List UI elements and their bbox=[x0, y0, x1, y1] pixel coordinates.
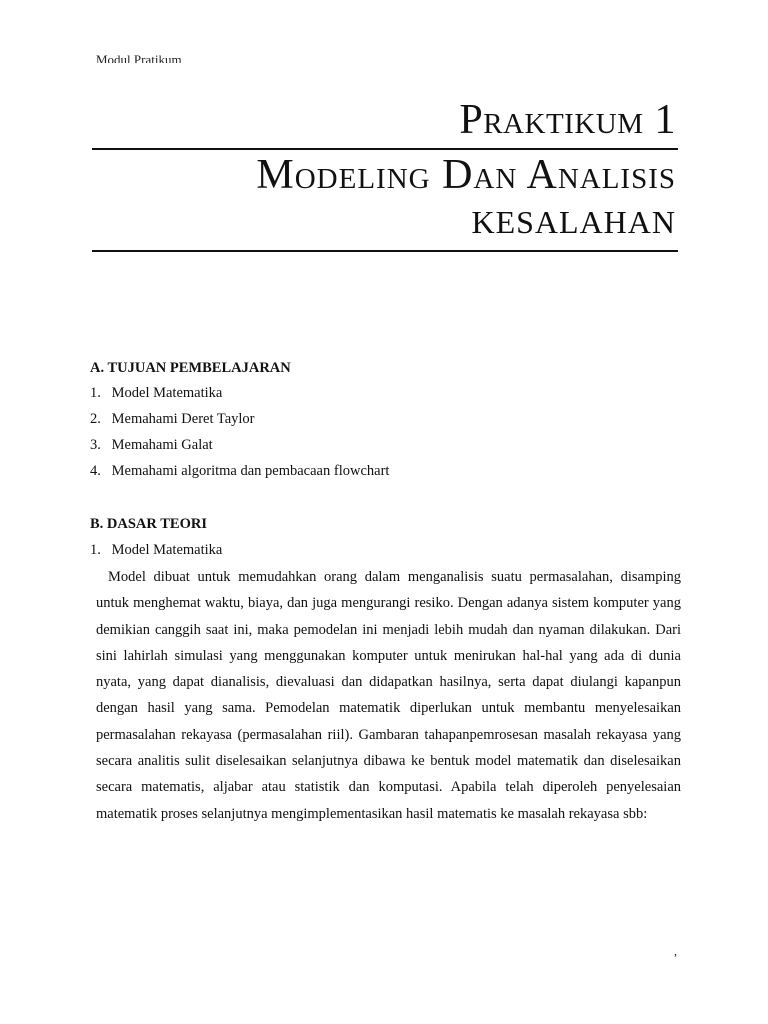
chapter-title-line: Modeling Dan Analisis bbox=[256, 152, 676, 198]
list-item-number: 1. bbox=[90, 542, 101, 558]
list-item bbox=[90, 458, 389, 484]
list-item-number: 2. bbox=[90, 411, 101, 427]
section-heading-dasar-teori: B. DASAR TEORI bbox=[90, 516, 207, 532]
list-item bbox=[90, 537, 222, 563]
learning-objectives-list bbox=[90, 380, 389, 484]
list-item-text: Model Matematika bbox=[111, 542, 223, 558]
title-bottom-rule bbox=[92, 250, 678, 252]
list-item-text: Memahami Deret Taylor bbox=[111, 411, 255, 427]
list-item bbox=[90, 432, 389, 458]
page-mark: , bbox=[674, 944, 677, 958]
theory-topics-list bbox=[90, 537, 222, 563]
theory-paragraph: Model dibuat untuk memudahkan orang dalam menganalisis suatu permasalahan, disamping untuk menghemat waktu, biaya, dan juga mengurangi resiko. Dengan adanya sistem komputer yang demikian canggih saat ini, maka pemodelan ini menjadi lebih mudah dan nyaman dilakukan. Dari sini lahirlah simulasi yang menggunakan komputer untuk menirukan hal-hal yang ada di dunia nyata, yang dapat dianalisis, dievaluasi dan didapatkan hasilnya, serta dapat diulangi kapanpun dengan hasil yang sama. Pemodelan matematik diperlukan untuk membantu menyelesaikan permasalahan rekayasa (permasalahan riil). Gambaran tahapanpemrosesan masalah rekayasa yang secara analitis sulit diselesaikan selanjutnya dibawa ke bentuk model matematik dan diselesaikan secara matematis, aljabar atau statistik dan komputasi. Apabila telah diperoleh penyelesaian matematik proses selanjutnya mengimplementasikan hasil matematis ke masalah rekayasa sbb: bbox=[96, 569, 681, 822]
list-item bbox=[90, 406, 389, 432]
list-item-text: Model Matematika bbox=[111, 385, 223, 401]
section-heading-tujuan: A. TUJUAN PEMBELAJARAN bbox=[90, 360, 291, 376]
list-item-number: 4. bbox=[90, 463, 101, 479]
list-item-text: Memahami algoritma dan pembacaan flowchart bbox=[111, 463, 390, 479]
list-item bbox=[90, 380, 389, 406]
chapter-title-line: KESALAHAN bbox=[471, 204, 676, 240]
running-header: Modul Pratikum bbox=[96, 52, 182, 63]
chapter-title-block bbox=[92, 96, 678, 252]
chapter-number-title: Praktikum 1 bbox=[459, 97, 676, 143]
list-item-number: 1. bbox=[90, 385, 101, 401]
list-item-number: 3. bbox=[90, 437, 101, 453]
list-item-text: Memahami Galat bbox=[111, 437, 213, 453]
